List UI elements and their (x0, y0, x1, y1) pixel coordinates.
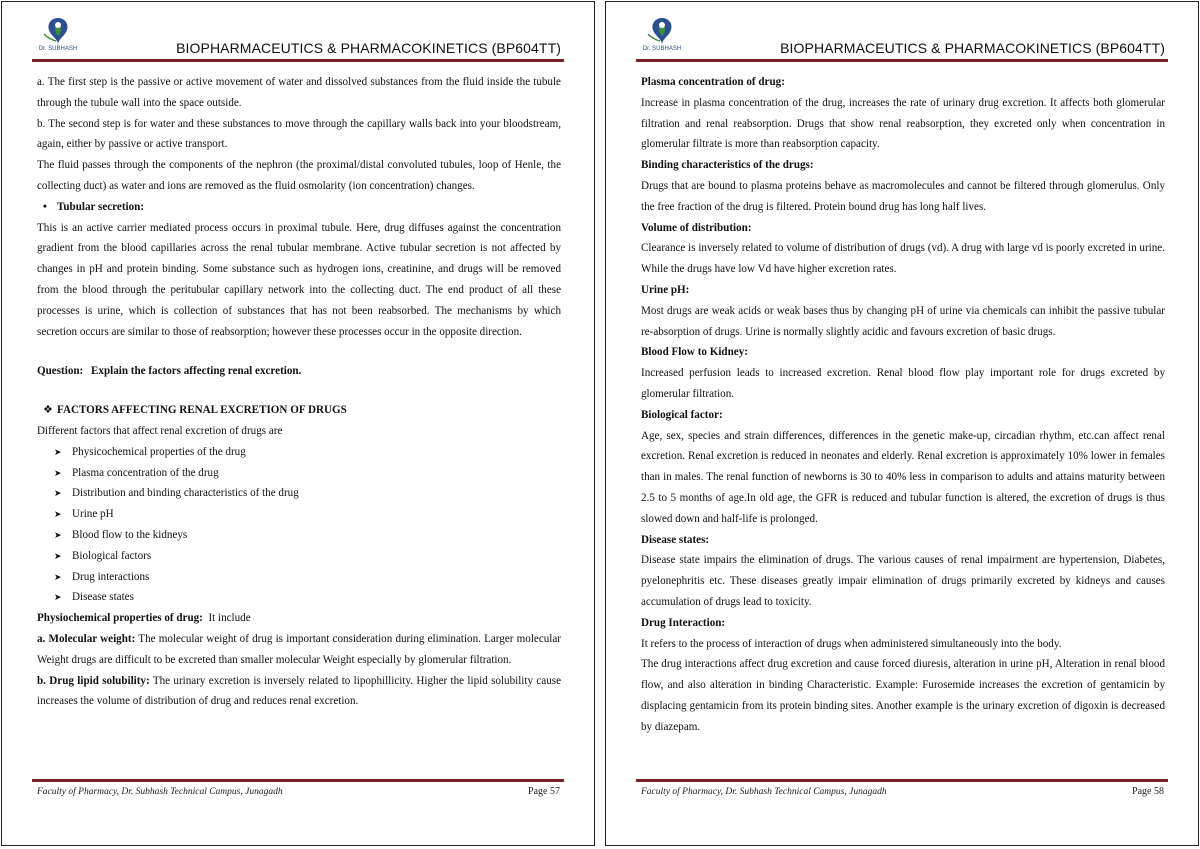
paragraph-step-b: b. The second step is for water and these substances to move through the capillary walls back into your bloodstream, again, either by passive or active transport. (37, 117, 561, 151)
paragraph-plasma-concentration: Increase in plasma concentration of the drug, increases the rate of urinary drug excretion. It affects both glomerular filtration and renal reabsorption. Drugs that show renal reabsorption, they excreted only when concentration in glomerular filtrate is more than reabsorption capacity. (641, 96, 1165, 151)
college-logo (638, 14, 686, 58)
paragraph-fluid: The fluid passes through the components of the nephron (the proximal/distal convoluted tubules, loop of Henle, the collecting duct) as water and ions are removed as the fluid osmolarity (ion concentration) changes. (37, 159, 561, 192)
paragraph-tubular-secretion: This is an active carrier mediated process occurs in proximal tubule. Here, drug diffuses against the concentration gradient from the blood capillaries across the renal tubular membrane. Active tubular secretion is not affected by changes in pH and protein binding. Some substance such as hydrogen ions, creatinine, and drugs will be removed from the blood through the peritubular capillary network into the collecting duct. The end product of all these processes is urine, which is collection of substances that has not been reabsorbed. The mechanisms by which secretion occurs are similar to those of reabsorption; however these processes occur in the opposite direction. (37, 221, 561, 338)
page-58-content (641, 72, 1165, 738)
lipid-solubility-heading: b. Drug lipid solubility: (37, 674, 150, 687)
paragraph-lipid-solubility: b. Drug lipid solubility: The urinary excretion is inversely related to lipophillicity. Higher the lipid solubility cause increases the volume of distribution of drug and reduces renal excretion. (37, 674, 562, 708)
header-rule (32, 59, 564, 62)
logo-text: Dr. SUBHASH (38, 46, 78, 52)
question-line (37, 361, 561, 382)
paragraph-volume-distribution: Clearance is inversely related to volume of distribution of drugs (vd). A drug with large vd is poorly excreted in urine. While the drugs have low Vd have higher excretion rates. (641, 242, 1165, 276)
list-item: ➤ Drug interactions (54, 567, 561, 588)
college-logo (34, 14, 82, 58)
arrow-bullet-icon: ➤ (54, 529, 62, 540)
page-57-content (37, 72, 561, 712)
page-number: Page 58 (1132, 786, 1164, 797)
question-label: Question: (37, 365, 84, 378)
list-item: ➤ Blood flow to the kidneys (54, 525, 561, 546)
paragraph-drug-interaction-1: It refers to the process of interaction of drugs when administered simultaneously into the body. (641, 637, 1062, 650)
list-item: ➤ Biological factors (54, 546, 561, 567)
document-page-58 (605, 1, 1199, 846)
factors-list (37, 442, 561, 608)
urine-ph-heading: Urine pH: (641, 283, 690, 296)
factors-heading: ❖ FACTORS AFFECTING RENAL EXCRETION OF DRUGS (37, 400, 561, 421)
arrow-bullet-icon: ➤ (54, 488, 62, 499)
drug-interaction-heading: Drug Interaction: (641, 616, 726, 629)
tubular-secretion-heading: • Tubular secretion: (37, 197, 561, 218)
arrow-bullet-icon: ➤ (54, 571, 62, 582)
disease-states-heading: Disease states: (641, 533, 710, 546)
list-item: ➤ Distribution and binding characteristics of the drug (54, 483, 561, 504)
bullet-icon: • (43, 200, 47, 213)
footer-rule (32, 779, 564, 782)
footer-institution: Faculty of Pharmacy, Dr. Subhash Technical Campus, Junagadh (641, 787, 887, 797)
paragraph-binding-characteristics: Drugs that are bound to plasma proteins behave as macromolecules and cannot be filtered through glomerulus. Only the free fraction of the drug is filtered. Protein bound drug has long half lives. (641, 179, 1165, 213)
list-item: ➤ Urine pH (54, 504, 561, 525)
arrow-bullet-icon: ➤ (54, 467, 62, 478)
document-page-57 (1, 1, 595, 846)
blood-flow-heading: Blood Flow to Kidney: (641, 346, 748, 359)
diamond-bullet-icon: ❖ (43, 404, 53, 417)
physiochemical-line: Physiochemical properties of drug: It include (37, 612, 251, 625)
molecular-weight-heading: a. Molecular weight: (37, 632, 136, 645)
page-number: Page 57 (528, 786, 560, 797)
arrow-bullet-icon: ➤ (54, 509, 62, 520)
header-title: BIOPHARMACEUTICS & PHARMACOKINETICS (BP604TT) (780, 40, 1165, 56)
header-rule (636, 59, 1168, 62)
arrow-bullet-icon: ➤ (54, 446, 62, 457)
paragraph-step-a: a. The first step is the passive or active movement of water and dissolved substances from the fluid inside the tubule through the tubule wall into the space outside. (37, 76, 561, 109)
header-title: BIOPHARMACEUTICS & PHARMACOKINETICS (BP604TT) (176, 40, 561, 56)
paragraph-disease-states: Disease state impairs the elimination of drugs. The various causes of renal impairment are hypertension, Diabetes, pyelonephritis etc. These diseases greatly impair elimination of drugs primarily excreted by kidneys and causes accumulation of drugs lead to toxicity. (641, 554, 1165, 608)
paragraph-blood-flow: Increased perfusion leads to increased excretion. Renal blood flow play important role for drugs excreted by glomerular filtration. (641, 367, 1165, 400)
plasma-concentration-heading: Plasma concentration of drug: (641, 76, 785, 88)
footer-institution: Faculty of Pharmacy, Dr. Subhash Technical Campus, Junagadh (37, 787, 283, 797)
list-item: ➤ Physicochemical properties of the drug (54, 442, 561, 463)
arrow-bullet-icon: ➤ (54, 592, 62, 603)
question-text: Explain the factors affecting renal excretion. (91, 365, 302, 378)
volume-distribution-heading: Volume of distribution: (641, 221, 752, 234)
footer-rule (636, 779, 1168, 782)
factors-intro: Different factors that affect renal excretion of drugs are (37, 424, 283, 437)
paragraph-biological-factor: Age, sex, species and strain differences, differences in the genetic make-up, circadian rhythm, etc.can affect renal excretion. Renal excretion is reduced in neonates and elderly. Renal excretion is approximately 10% lower in females than in males. The renal function of newborns is 30 to 40% less in comparison to adults and attains maturity between 2.5 to 5 months of age.In old age, the GFR is reduced and tubular function is altered, the excretion of drugs is thus slowed down and half-life is prolonged. (641, 429, 1165, 525)
biological-factor-heading: Biological factor: (641, 408, 723, 421)
paragraph-urine-ph: Most drugs are weak acids or weak bases thus by changing pH of urine via chemicals can inhibit the passive tubular re-absorption of drugs. Urine is normally slightly acidic and favours excretion of basic drugs. (641, 304, 1165, 338)
logo-text: Dr. SUBHASH (642, 46, 682, 52)
arrow-bullet-icon: ➤ (54, 550, 62, 561)
logo-emblem-icon (638, 14, 686, 48)
list-item: ➤ Plasma concentration of the drug (54, 463, 561, 484)
binding-characteristics-heading: Binding characteristics of the drugs: (641, 159, 814, 172)
physiochemical-heading: Physiochemical properties of drug: (37, 612, 203, 625)
paragraph-drug-interaction-2: The drug interactions affect drug excretion and cause forced diuresis, alteration in urine pH, Alteration in renal blood flow, and also alteration in binding Characteristic. Example: Furosemide increases the excretion of gentamicin by displacing gentamicin from its protein binding sites. Another example is the urinary excretion of digoxin is decreased by diazepam. (641, 658, 1165, 733)
paragraph-molecular-weight: a. Molecular weight: The molecular weight of drug is important consideration during elimination. Larger molecular Weight drugs are difficult to be excreted than smaller molecular Weight especially by glomerular filtration. (37, 632, 562, 666)
list-item: ➤ Disease states (54, 587, 561, 608)
logo-emblem-icon (34, 14, 82, 48)
